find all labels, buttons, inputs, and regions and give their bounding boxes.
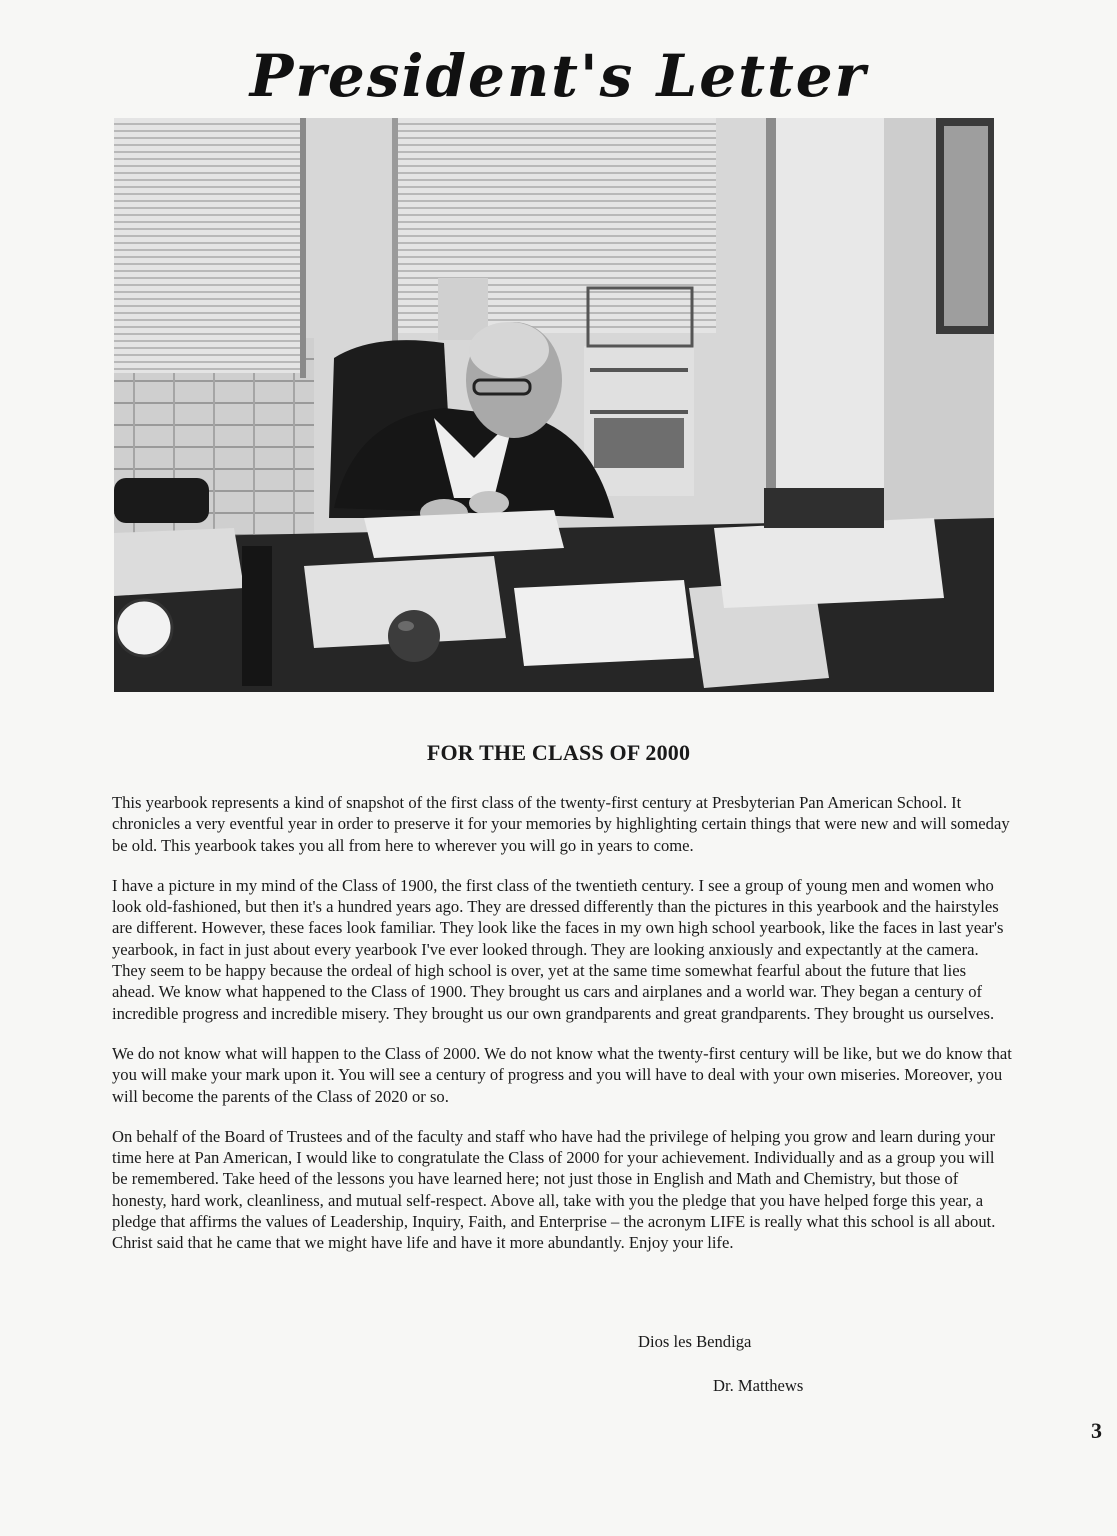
office-photo: [114, 118, 994, 692]
page-number: 3: [1091, 1418, 1102, 1443]
letter-paragraph: On behalf of the Board of Trustees and of the faculty and staff who have had the privilege of helping you grow and learn during your time here at Pan American, I would like to congratulate the Class of 2000 for your achievement. Individually and as a group you will be remembered. Take heed of the lessons you have learned here; not just those in English and Math and Chemistry, but those of honesty, hard work, cleanliness, and mutual self-respect. Above all, take with you the pledge that you have helped forge this year, a pledge that affirms the values of Leadership, Inquiry, Faith, and Enterprise – the acronym LIFE is really what this school is all about. Christ said that he came that we might have life and have it more abundantly. Enjoy your life.: [112, 1126, 996, 1253]
letter-paragraph: We do not know what will happen to the Class of 2000. We do not know what the twenty-first century will be like, but we do know that you will make your mark upon it. You will see a century of progress and you will have to deal with your own miseries. Moreover, you will become the parents of the Class of 2020 or so.: [112, 1043, 1012, 1106]
letter-paragraph: I have a picture in my mind of the Class of 1900, the first class of the twentieth century. I see a group of young men and women who look old-fashioned, but then it's a hundred years ago. They are dressed differently than the pictures in this yearbook and the hairstyles are different. However, these faces look familiar. They look like the faces in my own high school yearbook, like the faces in last year's yearbook, in fact in just about every yearbook I've ever looked through. They are looking anxiously and expectantly at the camera. They seem to be happy because the ordeal of high school is over, yet at the same time somewhat fearful about the future that lies ahead. We know what happened to the Class of 1900. They brought us cars and airplanes and a world war. They began a century of incredible progress and incredible misery. They brought us our own grandparents and great grandparents. They brought us ourselves.: [112, 875, 1004, 1023]
letter-heading: FOR THE CLASS OF 2000: [426, 740, 691, 765]
closing-line: Dios les Bendiga: [638, 1332, 752, 1351]
signature: Dr. Matthews: [713, 1376, 804, 1395]
page-title: President's Letter: [249, 42, 868, 110]
letter-paragraph: This yearbook represents a kind of snapshot of the first class of the twenty-first century at Presbyterian Pan American School. It chronicles a very eventful year in order to preserve it for your memories by highlighting certain things that were new and will someday be old. This yearbook takes you all from here to wherever you will go in years to come.: [112, 793, 1010, 855]
letter-body: [112, 792, 1012, 1273]
